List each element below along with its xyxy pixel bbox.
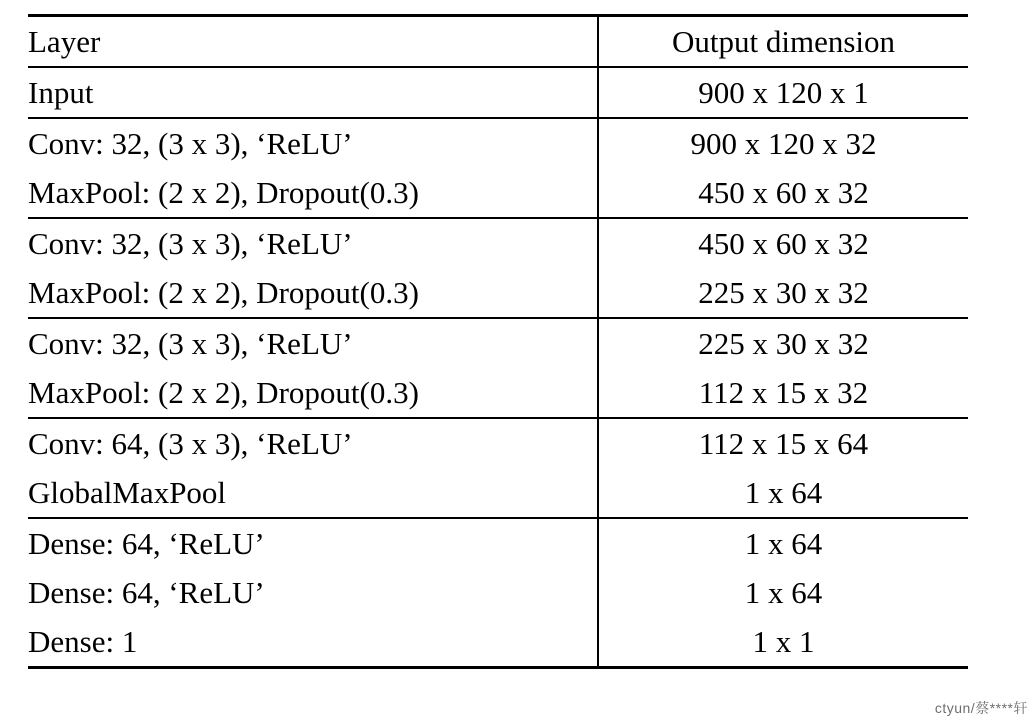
watermark-text: ctyun/蔡****轩 (934, 700, 1028, 716)
table-row (28, 268, 968, 318)
cell-dimension: 1 x 64 (598, 518, 968, 568)
table-row (28, 518, 968, 568)
layer-table-container (28, 14, 968, 669)
table-row (28, 418, 968, 468)
cell-dimension: 112 x 15 x 32 (698, 375, 869, 410)
cell-dimension: 1 x 64 (744, 575, 823, 610)
cell-dimension: 450 x 60 x 32 (598, 218, 968, 268)
cell-dimension: 225 x 30 x 32 (598, 318, 968, 368)
cell-dimension: 450 x 60 x 32 (698, 175, 869, 210)
cell-layer: Dense: 64, ‘ReLU’ (28, 568, 598, 617)
cell-dimension: 900 x 120 x 32 (598, 118, 968, 168)
table-row (28, 67, 968, 118)
cell-dimension: 900 x 120 x 1 (698, 75, 869, 110)
table-body (28, 67, 968, 668)
column-header-layer: Layer (28, 16, 598, 68)
cell-layer: MaxPool: (2 x 2), Dropout(0.3) (28, 268, 598, 318)
table-row (28, 617, 968, 668)
table-row (28, 318, 968, 368)
cell-layer: Conv: 64, (3 x 3), ‘ReLU’ (28, 418, 598, 468)
table-row (28, 118, 968, 168)
cell-layer: MaxPool: (2 x 2), Dropout(0.3) (28, 368, 598, 418)
table-row (28, 468, 968, 518)
cell-layer: GlobalMaxPool (28, 468, 598, 518)
cell-dimension: 1 x 1 (598, 617, 968, 668)
network-architecture-table (28, 14, 968, 669)
table-row (28, 368, 968, 418)
table-header (28, 16, 968, 68)
table-row (28, 218, 968, 268)
cell-dimension: 225 x 30 x 32 (698, 275, 869, 310)
cell-layer: Dense: 64, ‘ReLU’ (28, 518, 598, 568)
table-row (28, 168, 968, 218)
cell-layer: Conv: 32, (3 x 3), ‘ReLU’ (28, 118, 598, 168)
column-header-output-dimension: Output dimension (598, 16, 968, 68)
table-header-row (28, 16, 968, 68)
cell-layer: Dense: 1 (28, 617, 598, 668)
cell-layer: Conv: 32, (3 x 3), ‘ReLU’ (28, 218, 598, 268)
table-row (28, 568, 968, 617)
cell-layer: Input (28, 67, 598, 118)
cell-layer: MaxPool: (2 x 2), Dropout(0.3) (28, 168, 598, 218)
cell-layer: Conv: 32, (3 x 3), ‘ReLU’ (28, 318, 598, 368)
cell-dimension: 1 x 64 (744, 475, 823, 510)
cell-dimension: 112 x 15 x 64 (598, 418, 968, 468)
